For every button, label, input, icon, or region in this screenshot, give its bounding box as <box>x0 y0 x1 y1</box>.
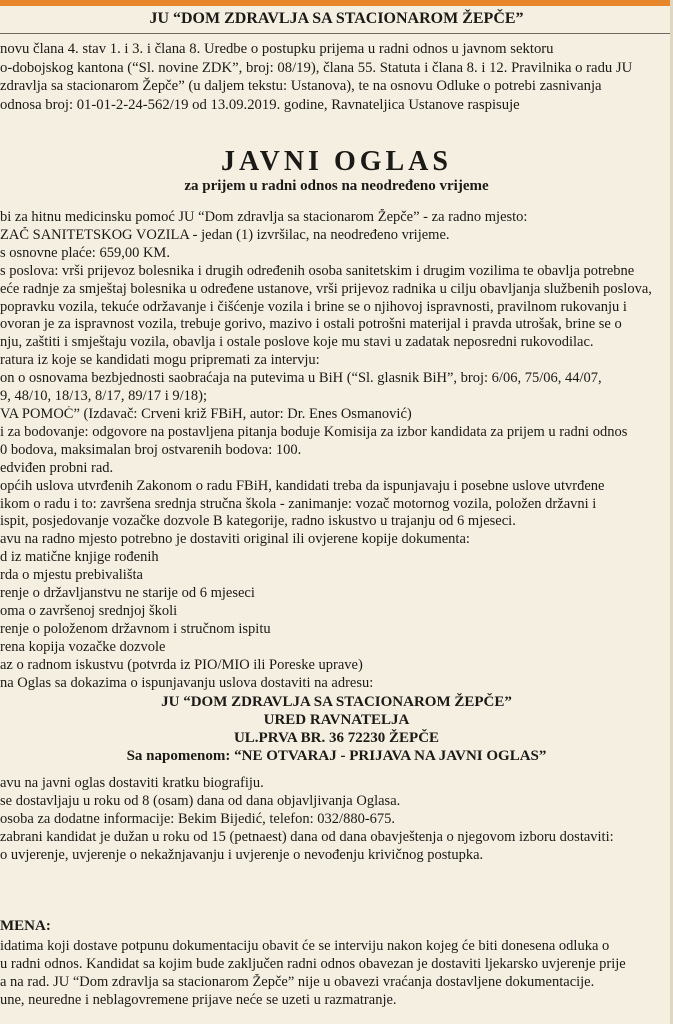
body-line: zabrani kandidat je dužan u roku od 15 (petnaest) dana od dana obavještenja o njegovom izboru dostaviti: <box>0 828 614 845</box>
intro-line: novu člana 4. stav 1. i 3. i člana 8. Uredbe o postupku prijema u radni odnos u javnom sektoru <box>0 41 554 57</box>
body-line: VA POMOĆ” (Izdavač: Crveni križ FBiH, autor: Dr. Enes Osmanović) <box>0 405 412 422</box>
document-item: rda o mjestu prebivališta <box>0 567 143 584</box>
address-office: URED RAVNATELJA <box>263 712 410 728</box>
body-line: općih uslova utvrđenih Zakonom o radu FBiH, kandidati treba da ispunjavaju i posebne uslove utvrđene <box>0 477 605 494</box>
address-street: UL.PRVA BR. 36 72230 ŽEPČE <box>233 730 440 746</box>
napomena-text <box>0 938 666 1010</box>
body-line: 0 bodova, maksimalan broj ostvarenih bodova: 100. <box>0 441 302 458</box>
body-line: i za bodovanje: odgovore na postavljena pitanja boduje Komisija za izbor kandidata za prijem u radni odnos <box>0 423 628 440</box>
napomena-line: idatima koji dostave potpunu dokumentaciju obavit će se interviju nakon kojeg će biti donesena odluka o <box>0 938 610 954</box>
napomena-line: u radni odnos. Kandidat sa kojim bude zaključen radni odnos obavezan je dostaviti ljekarsko uvjerenje prije <box>0 955 626 972</box>
address-note: Sa napomenom: “NE OTVARAJ - PRIJAVA NA JAVNI OGLAS” <box>126 748 547 764</box>
body-line: ovoran je za ispravnost vozila, trebuje gorivo, mazivo i ostali potrošni materijal i pravda utrošak, brine se o <box>0 316 622 333</box>
top-border <box>0 0 673 6</box>
ad-body <box>0 209 666 692</box>
body-line: ispit, posjedovanje vozačke dozvole B kategorije, radno iskustvo u trajanju od 6 mjeseci. <box>0 513 516 530</box>
body-line: o uvjerenje, uvjerenje o nekažnjavanju i uvjerenje o nevođenju krivičnog postupka. <box>0 846 484 863</box>
intro-line: odnosa broj: 01-01-2-24-562/19 od 13.09.2019. godine, Ravnateljica Ustanove raspisuje <box>0 97 520 114</box>
ad-title: JAVNI OGLAS <box>221 146 452 177</box>
document-item: renje o položenom državnom i stručnom ispitu <box>0 620 271 637</box>
body-line: na Oglas sa dokazima o ispunjavanju uslova dostaviti na adresu: <box>0 674 374 691</box>
body-line: bi za hitnu medicinsku pomoć JU “Dom zdravlja sa stacionarom Žepče” - za radno mjesto: <box>0 209 528 225</box>
intro-line: zdravlja sa stacionarom Žepče” (u daljem tekstu: Ustanova), te na osnovu Odluke o potrebi zasnivanja <box>0 78 602 95</box>
body-line: s osnovne plaće: 659,00 KM. <box>0 244 170 261</box>
body-line: avu na radno mjesto potrebno je dostaviti original ili ovjerene kopije dokumenta: <box>0 531 470 548</box>
ad-subtitle: za prijem u radni odnos na neodređeno vrijeme <box>184 178 489 194</box>
document-item: renje o državljanstvu ne starije od 6 mjeseci <box>0 585 255 602</box>
body-line: ratura iz koje se kandidati mogu pripremati za intervju: <box>0 352 320 369</box>
intro-line: o-dobojskog kantona (“Sl. novine ZDK”, broj: 08/19), člana 55. Statuta i člana 8. i 12. Pravilnika o radu JU <box>0 59 633 76</box>
intro-paragraph <box>0 40 666 115</box>
document-item: d iz matične knjige rođenih <box>0 549 159 566</box>
document-item: az o radnom iskustvu (potvrda iz PIO/MIO ili Poreske uprave) <box>0 656 363 673</box>
after-address-text <box>0 775 666 865</box>
institution-header: JU “DOM ZDRAVLJA SA STACIONAROM ŽEPČE” <box>149 10 524 27</box>
document-item: oma o završenoj srednjoj školi <box>0 602 178 619</box>
napomena-line: une, neuredne i neblagovremene prijave neće se uzeti u razmatranje. <box>0 991 397 1008</box>
body-line: on o osnovama bezbjednosti saobraćaja na putevima u BiH (“Sl. glasnik BiH”, broj: 6/06, 75/06, 44/07, <box>0 370 602 387</box>
body-line: osoba za dodatne informacije: Bekim Bijedić, telefon: 032/880-675. <box>0 810 396 827</box>
address-block <box>0 693 673 765</box>
body-line: edviđen probni rad. <box>0 459 114 476</box>
body-line: avu na javni oglas dostaviti kratku biografiju. <box>0 775 264 791</box>
body-line: ikom o radu i to: završena srednja stručna škola - zanimanje: vozač motornog vozila, položen državni i <box>0 495 597 512</box>
body-line: 9, 48/10, 18/13, 8/17, 89/17 i 9/18); <box>0 388 208 405</box>
body-line: se dostavljaju u roku od 8 (osam) dana od dana objavljivanja Oglasa. <box>0 792 401 809</box>
document-item: rena kopija vozačke dozvole <box>0 638 166 655</box>
header-rule <box>0 33 673 34</box>
body-line: nju, zaštiti i smještaju vozila, obavlja i ostale poslove koje mu stavi u zadatak neposredni rukovodilac. <box>0 334 594 351</box>
address-institution: JU “DOM ZDRAVLJA SA STACIONAROM ŽEPČE” <box>161 694 512 710</box>
body-line: ZAČ SANITETSKOG VOZILA - jedan (1) izvršilac, na neodređeno vrijeme. <box>0 226 450 243</box>
body-line: s poslova: vrši prijevoz bolesnika i drugih određenih osoba sanitetskim i drugim vozilima te obavlja potrebne <box>0 262 635 279</box>
body-line: popravku vozila, tekuće održavanje i čišćenje vozila i brine se o njihovoj ispravnosti, pravilnom rukovanju i <box>0 298 627 315</box>
body-line: eće radnje za smještaj bolesnika u određene ustanove, vrši prijevoz radnika u cilju obavljanja službenih poslova, <box>0 280 652 297</box>
napomena-heading: MENA: <box>0 918 51 934</box>
napomena-line: a na rad. JU “Dom zdravlja sa stacionarom Žepče” nije u obavezi vraćanja dostavljene dokumentacije. <box>0 973 595 990</box>
